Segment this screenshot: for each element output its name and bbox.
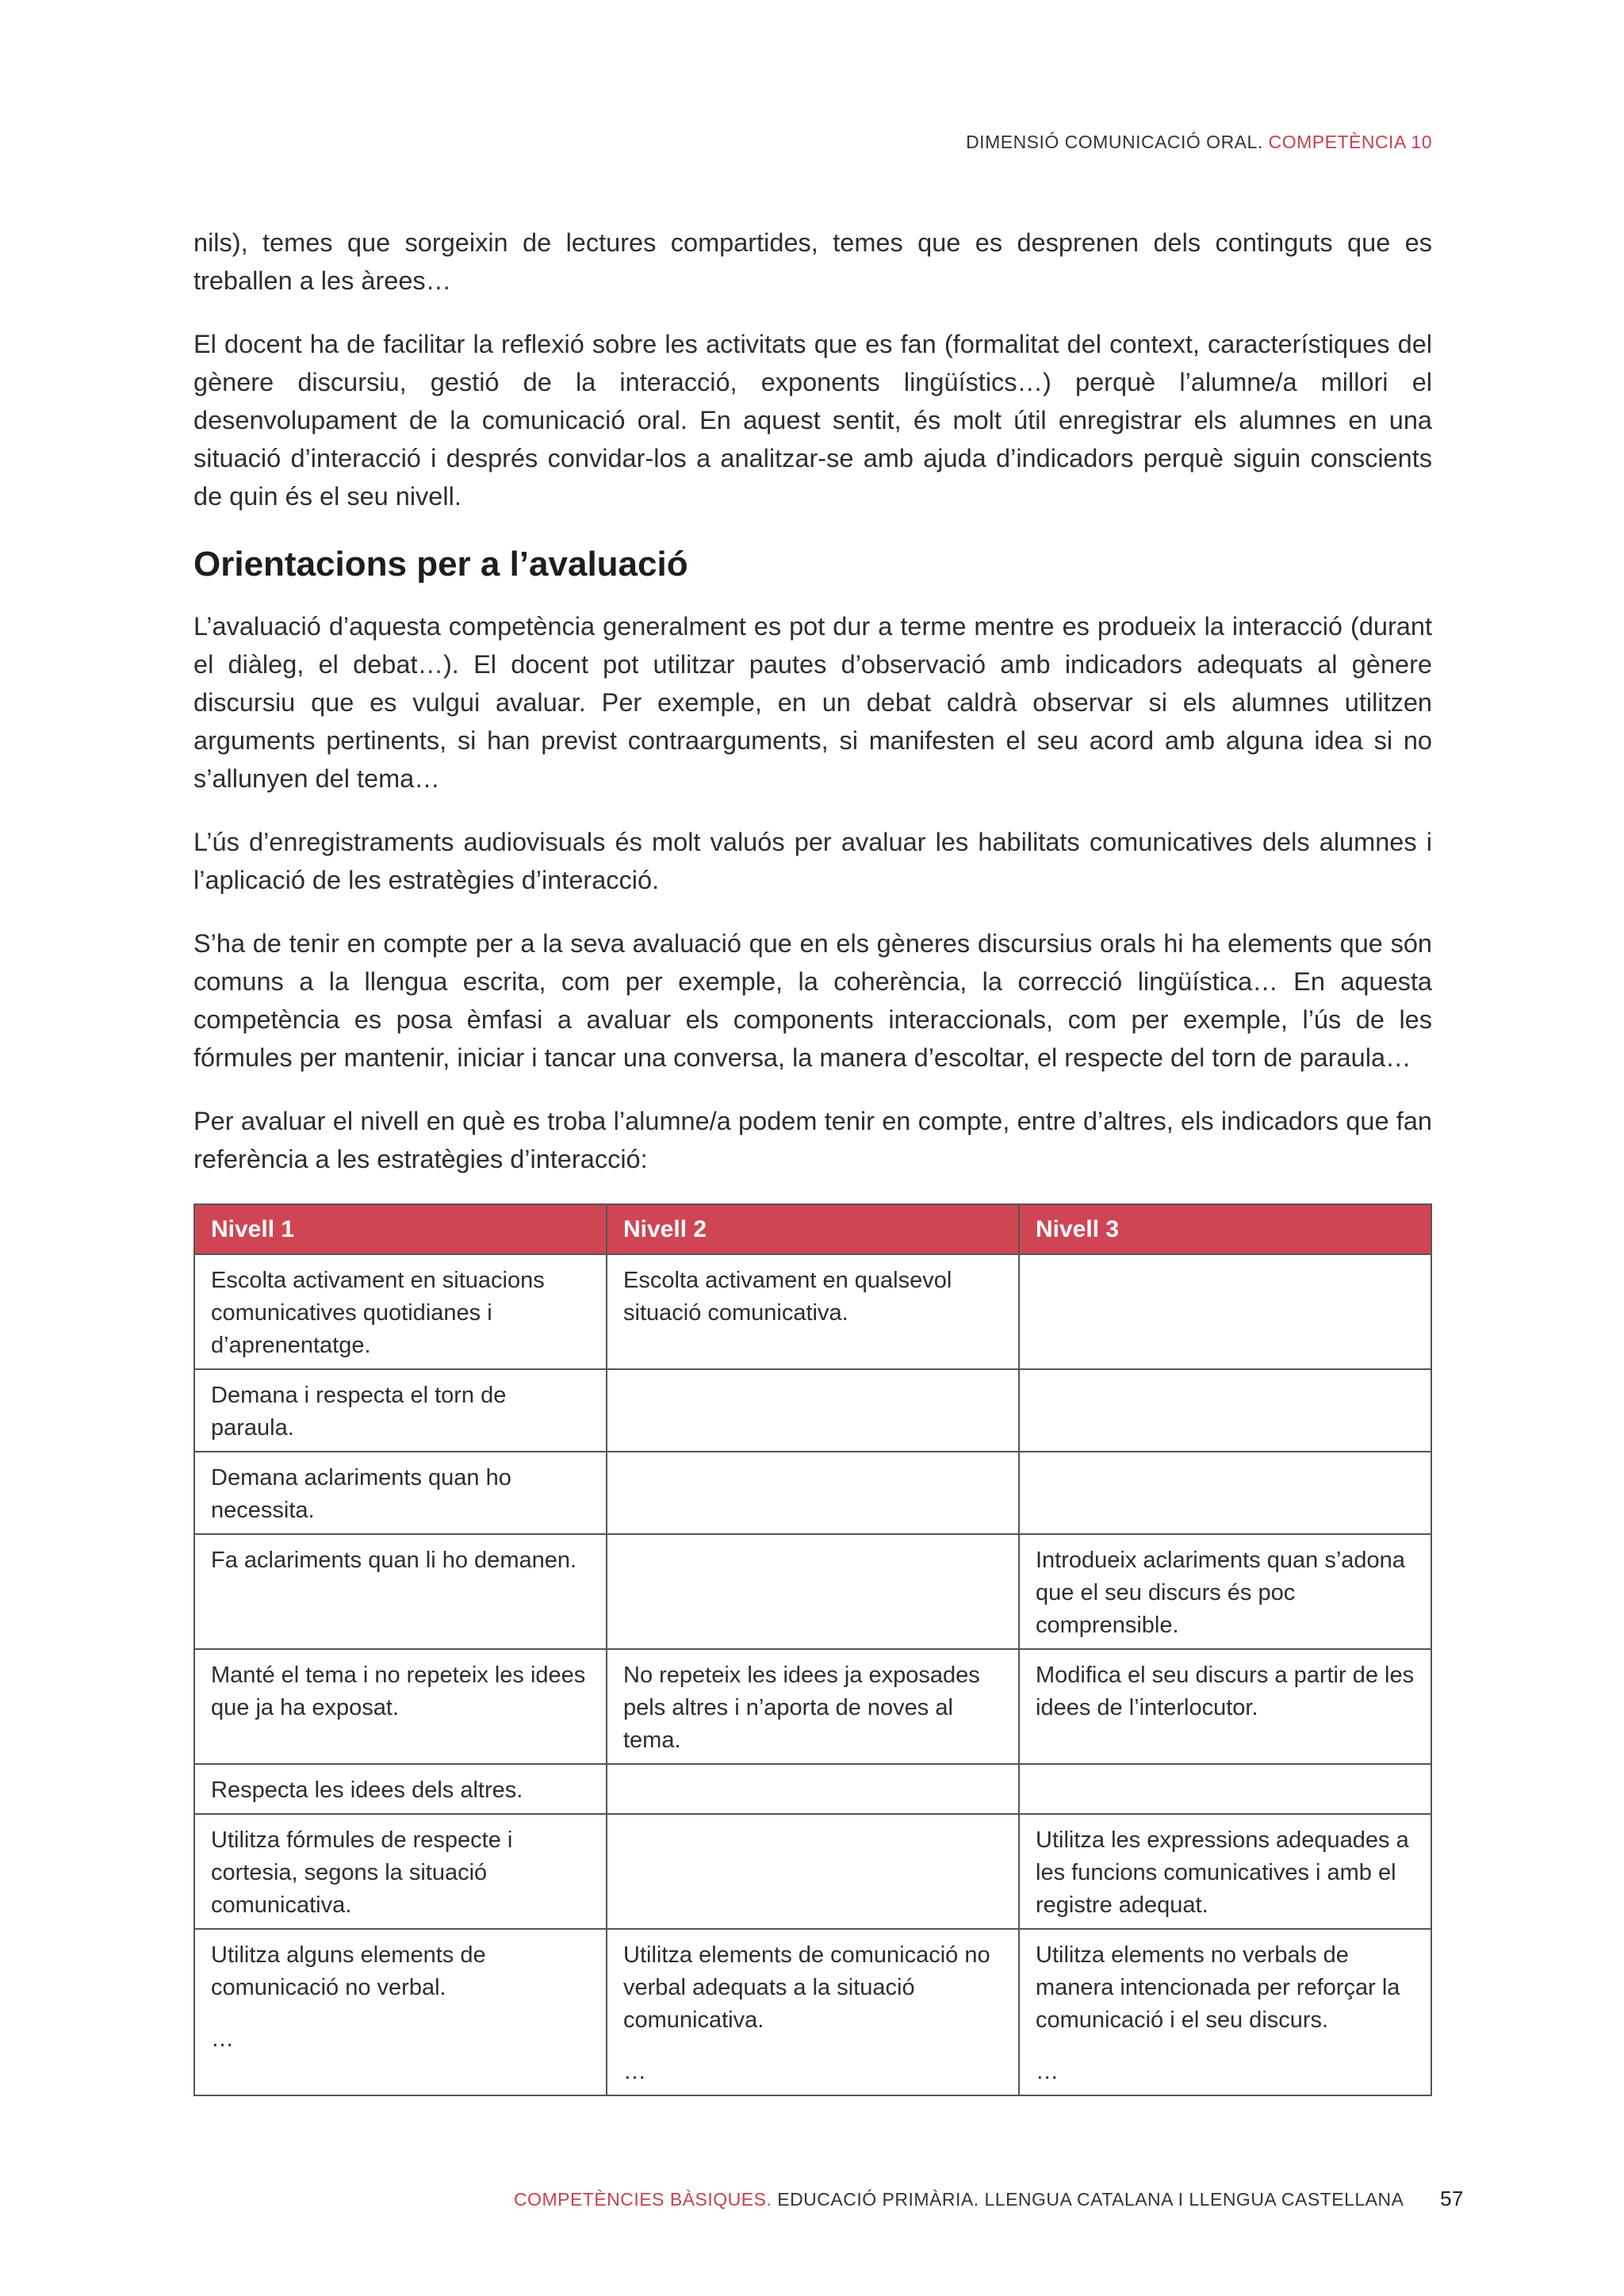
page-content [193,224,1432,2096]
table-row [194,1929,1431,2095]
paragraph: S’ha de tenir en compte per a la seva avaluació que en els gèneres discursius orals hi ha elements que són comuns a la llengua escrita, com per exemple, la coherència, la correcció lingüística… En aquesta competència es posa èmfasi a avaluar els components interaccionals, com per exemple, l’ús de les fórmules per mantenir, iniciar i tancar una conversa, la manera d’escoltar, el respecte del torn de paraula… [193,929,1432,1072]
table-row [194,1254,1431,1369]
table-cell: Introdueix aclariments quan s’adona que el seu discurs és poc comprensible. [1019,1534,1431,1649]
section-title: Orientacions per a l’avaluació [193,545,688,584]
ellipsis: … [623,2059,646,2084]
table-header-row [194,1204,1431,1254]
cell-text: Utilitza alguns elements de comunicació no verbal. [211,1942,486,2000]
table-cell: Escolta activament en situacions comunicatives quotidianes i d’aprenentatge. [194,1254,607,1369]
cell-text: Utilitza elements de comunicació no verbal adequats a la situació comunicativa. [623,1942,990,2033]
table-cell: Utilitza fórmules de respecte i cortesia, segons la situació comunicativa. [194,1814,607,1929]
levels-table [193,1203,1432,2096]
header-nivell-1: Nivell 1 [194,1204,607,1254]
footer-series: COMPETÈNCIES BÀSIQUES. [513,2189,772,2210]
paragraph: nils), temes que sorgeixin de lectures compartides, temes que es desprenen dels continguts que es treballen a les àrees… [193,228,1432,295]
table-cell [607,1534,1019,1649]
running-header [966,132,1432,153]
table-cell [607,1764,1019,1814]
table-cell [1019,1929,1431,2095]
table-cell: Modifica el seu discurs a partir de les idees de l’interlocutor. [1019,1649,1431,1764]
table-cell [1019,1254,1431,1369]
table-cell: Respecta les idees dels altres. [194,1764,607,1814]
table-cell [607,1814,1019,1929]
table-cell: Demana i respecta el torn de paraula. [194,1369,607,1452]
ellipsis: … [1036,2059,1059,2084]
table-cell [607,1369,1019,1452]
table-cell [1019,1452,1431,1534]
table-cell [194,1929,607,2095]
page-number: 57 [1440,2187,1464,2210]
header-dimension: DIMENSIÓ COMUNICACIÓ ORAL. [966,132,1263,152]
table-cell [607,1929,1019,2095]
table-row [194,1452,1431,1534]
ellipsis: … [211,2026,234,2052]
table-cell [1019,1369,1431,1452]
footer-title: EDUCACIÓ PRIMÀRIA. LLENGUA CATALANA I LLENGUA CASTELLANA [777,2189,1404,2210]
table-row [194,1764,1431,1814]
table-row [194,1814,1431,1929]
running-footer [514,2187,1464,2211]
table-cell [1019,1764,1431,1814]
table-cell [607,1452,1019,1534]
table-cell: Escolta activament en qualsevol situació comunicativa. [607,1254,1019,1369]
table-cell: Manté el tema i no repeteix les idees que ja ha exposat. [194,1649,607,1764]
paragraph: El docent ha de facilitar la reflexió sobre les activitats que es fan (formalitat del context, característiques del gènere discursiu, gestió de la interacció, exponents lingüístics…) perquè l’alumne/a millori el desenvolupament de la comunicació oral. En aquest sentit, és molt útil enregistrar els alumnes en una situació d’interacció i després convidar-los a analitzar-se amb ajuda d’indicadors perquè siguin conscients de quin és el seu nivell. [193,330,1432,511]
header-nivell-2: Nivell 2 [607,1204,1019,1254]
header-nivell-3: Nivell 3 [1019,1204,1431,1254]
table-cell: Fa aclariments quan li ho demanen. [194,1534,607,1649]
table-cell: Utilitza les expressions adequades a les funcions comunicatives i amb el registre adequat. [1019,1814,1431,1929]
cell-text: Utilitza elements no verbals de manera intencionada per reforçar la comunicació i el seu discurs. [1036,1942,1400,2033]
table-row [194,1534,1431,1649]
paragraph: L’ús d’enregistraments audiovisuals és molt valuós per avaluar les habilitats comunicatives dels alumnes i l’aplicació de les estratègies d’interacció. [193,828,1432,894]
table-row [194,1369,1431,1452]
table-cell: Demana aclariments quan ho necessita. [194,1452,607,1534]
table-row [194,1649,1431,1764]
table-cell: No repeteix les idees ja exposades pels altres i n’aporta de noves al tema. [607,1649,1019,1764]
paragraph: L’avaluació d’aquesta competència generalment es pot dur a terme mentre es produeix la interacció (durant el diàleg, el debat…). El docent pot utilitzar pautes d’observació amb indicadors adequats al gènere discursiu que es vulgui avaluar. Per exemple, en un debat caldrà observar si els alumnes utilitzen arguments pertinents, si han previst contraarguments, si manifesten el seu acord amb alguna idea si no s’allunyen del tema… [193,612,1432,793]
paragraph: Per avaluar el nivell en què es troba l’alumne/a podem tenir en compte, entre d’altres, els indicadors que fan referència a les estratègies d’interacció: [193,1107,1432,1173]
header-competence: COMPETÈNCIA 10 [1268,132,1432,152]
